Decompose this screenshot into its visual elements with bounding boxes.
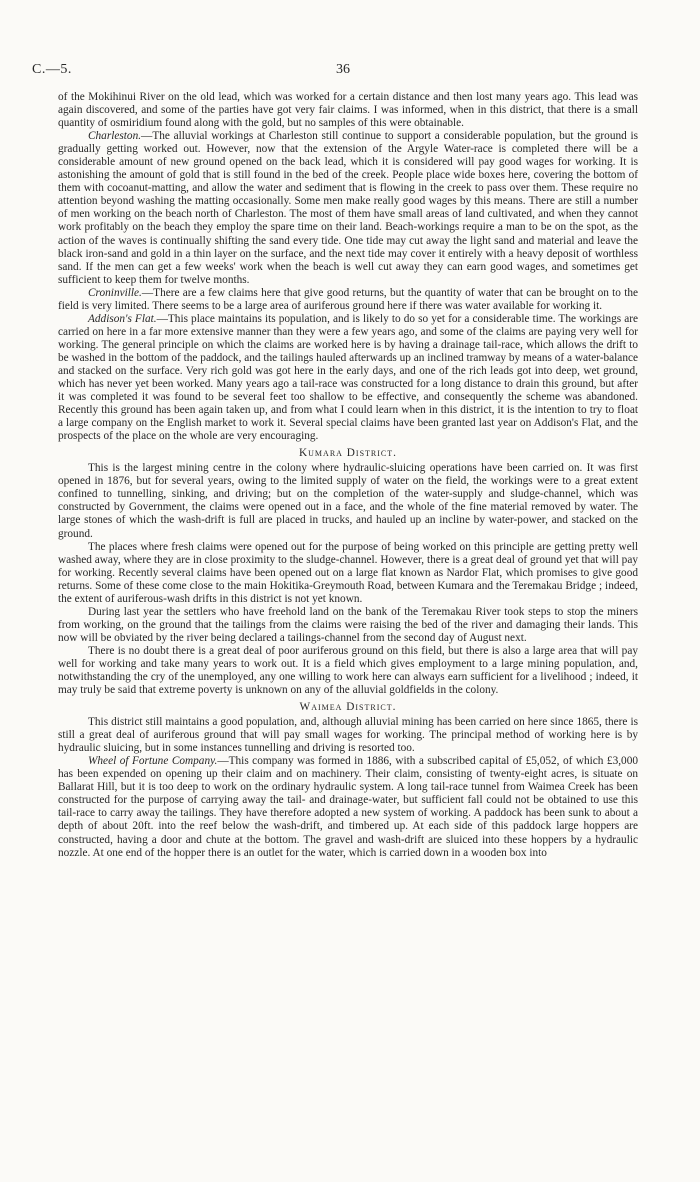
paragraph: The places where fresh claims were opened out for the purpose of being worked on this principle are getting pretty well washed away, where they are in close proximity to the sludge-channel. However, there is a great deal of ground yet that will pay for working. Recently several claims have been opened out on a large flat known as Nardor Flat, which promises to give good returns. Some of these come close to the main Hokitika-Greymouth Road, between Kumara and the Teremakau Bridge ; indeed, the extent of auriferous-wash drifts in this district is not yet known. bbox=[58, 540, 638, 605]
paragraph-charleston bbox=[58, 130, 638, 287]
paragraph-text: —This company was formed in 1886, with a subscribed capital of £5,052, of which £3,000 has been expended on opening up their claim and on machinery. Their claim, consisting of twenty-eight acres, is situate on Ballarat Hill, but it is too deep to work on the ordinary hydraulic system. A long tail-race tunnel from Waimea Creek has been constructed for the purpose of carrying away the tail- and drainage-water, but sufficient fall could not be obtained to use this tail-race to carry away the tailings. They have therefore adopted a new system of working. A paddock has been sunk to about a depth of about 20ft. into the reef below the wash-drift, and timbered up. At each side of this paddock large hoppers are constructed, having a door and chute at the bottom. The gravel and wash-drift are sluiced into these hoppers by a hydraulic nozzle. At one end of the hopper there is an outlet for the water, which is carried down in a wooden box into bbox=[58, 755, 638, 859]
page-number: 36 bbox=[336, 62, 350, 77]
paragraph-text: —The alluvial workings at Charleston still continue to support a considerable population, but the ground is gradually getting worked out. However, now that the extension of the Argyle Water-race is completed there will be a considerable amount of new ground opened on the back lead, which it is considered will pay good wages for working. It is astonishing the amount of gold that is still found in the bed of the creek. People place wide boxes here, covering the bottom of them with cocoanut-matting, and allow the water and sediment that is flowing in the creek to pass over them. These require no attention beyond washing the matting occasionally. Some men make really good wages by this means. There are still a number of men working on the beach north of Charleston. The most of them have small areas of land cultivated, and when they cannot work profitably on the beach they employ the spare time on their land. Beach-workings require a man to be on the spot, as the action of the waves is continually shifting the sand every tide. One tide may cut away the light sand and material and leave the black iron-sand and gold in a thin layer on the surface, and the next tide may cover it entirely with a heavy deposit of worthless sand. If the men can get a few weeks' work when the beach is well cut away they can earn good wages, and sometimes get sufficient to keep them for twelve months. bbox=[58, 130, 638, 286]
section-heading-waimea: Waimea District. bbox=[299, 701, 397, 714]
paragraph-wheel-of-fortune bbox=[58, 755, 638, 859]
section-lead: Wheel of Fortune Company. bbox=[88, 755, 218, 768]
document-reference: C.—5. bbox=[32, 62, 72, 77]
paragraph-text: —This place maintains its population, and is likely to do so yet for a considerable time. The workings are carried on here in a far more extensive manner than they were a few years ago, and some of the claims are paying very well for working. The general principle on which the claims are worked here is by having a drainage tail-race, which allows the drift to be washed in the bottom of the paddock, and the tailings hauled afterwards up an inclined tramway by means of a water-balance and stacked on the surface. Very rich gold was got here in the early days, and one of the rich leads got into deep, wet ground, which has never yet been worked. Many years ago a tail-race was constructed for a long distance to drain this ground, but after it was completed it was found to be several feet too shallow to be effective, and consequently the scheme was abandoned. Recently this ground has been again taken up, and from what I could learn when in this district, it is the intention to try to float a large company on the English market to work it. Several special claims have been granted last year on Addison's Flat, and the prospects of the place on the whole are very encouraging. bbox=[58, 312, 638, 443]
section-heading-kumara: Kumara District. bbox=[299, 447, 397, 460]
section-lead: Addison's Flat. bbox=[88, 312, 157, 325]
paragraph-text: —There are a few claims here that give good returns, but the quantity of water that can be brought on to the field is very limited. There seems to be a large area of auriferous ground here if there was water available for working it. bbox=[58, 286, 638, 312]
paragraph-croninville bbox=[58, 287, 638, 313]
paragraph: During last year the settlers who have freehold land on the bank of the Teremakau River took steps to stop the miners from working, on the ground that the tailings from the claims were raising the bed of the river and damaging their lands. This now will be obviated by the river being declared a tailings-channel from the second day of August next. bbox=[58, 605, 638, 644]
section-lead: Charleston. bbox=[88, 130, 142, 143]
paragraph: This is the largest mining centre in the colony where hydraulic-sluicing operations have been carried on. It was first opened in 1876, but for several years, owing to the limited supply of water on the field, the workings were to a great extent confined to tunnelling, sinking, and driving; but on the completion of the water-supply and sludge-channel, which was constructed by Government, the claims were opened out in a face, and the whole of the fine material removed by water. The large stones of which the wash-drift is full are placed in trucks, and hauled up an incline by water-power, and stacked on the ground. bbox=[58, 462, 638, 540]
section-lead: Croninville. bbox=[88, 286, 142, 299]
paragraph: of the Mokihinui River on the old lead, which was worked for a certain distance and then lost many years ago. This lead was again discovered, and some of the parties have got very fair claims. I was informed, when in this district, that there is a small quantity of osmiridium found along with the gold, but no samples of this were obtainable. bbox=[58, 91, 638, 130]
paragraph: This district still maintains a good population, and, although alluvial mining has been carried on here since 1865, there is still a great deal of auriferous ground that will pay small wages for working. The principal method of working here is by hydraulic sluicing, but in some instances tunnelling and driving is resorted too. bbox=[58, 716, 638, 755]
paragraph-addisons-flat bbox=[58, 313, 638, 443]
page-header bbox=[32, 62, 668, 84]
report-body bbox=[58, 91, 638, 860]
paragraph: There is no doubt there is a great deal of poor auriferous ground on this field, but there is also a large area that will pay well for working and take many years to work out. It is a field which gives employment to a large mining population, and, notwithstanding the cry of the unemployed, any one willing to work here can always earn sufficient for a livelihood ; indeed, it may truly be said that extreme poverty is unknown on any of the alluvial goldfields in the colony. bbox=[58, 644, 638, 697]
